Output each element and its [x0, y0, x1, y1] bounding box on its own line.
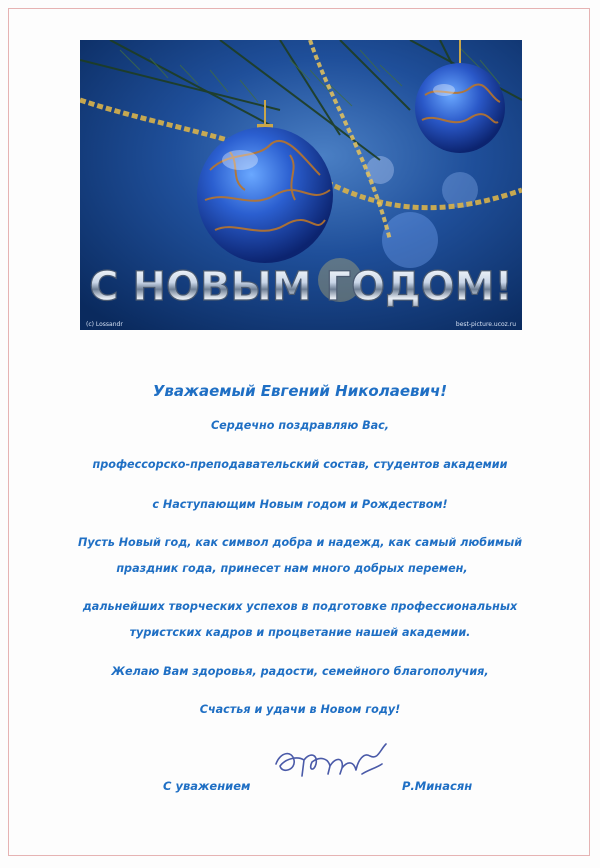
ornament-highlight: [222, 150, 258, 170]
closing-phrase: С уважением: [163, 779, 251, 793]
letter-line: туристских кадров и процветание нашей академии.: [129, 626, 471, 639]
letter-line: профессорско-преподавательский состав, студентов академии: [92, 458, 508, 471]
banner-credit-right: best-picture.ucoz.ru: [455, 321, 516, 328]
salutation: Уважаемый Евгений Николаевич!: [152, 382, 448, 400]
new-year-banner-image: [80, 40, 522, 330]
letter-line: Счастья и удачи в Новом году!: [199, 703, 401, 716]
letter-line: праздник года, принесет нам много добрых перемен,: [116, 562, 468, 575]
banner-credit-left: (c) Lossandr: [86, 321, 123, 328]
small-blue-ornament: [415, 63, 505, 153]
letter-line: Желаю Вам здоровья, радости, семейного благополучия,: [111, 665, 489, 678]
letter-line: Сердечно поздравляю Вас,: [210, 419, 390, 432]
letter-line: дальнейших творческих успехов в подготовке профессиональных: [82, 600, 518, 613]
bokeh-light: [382, 212, 438, 268]
handwritten-signature: [268, 730, 408, 790]
letter-line: Пусть Новый год, как символ добра и надежд, как самый любимый: [77, 536, 523, 549]
bokeh-light: [442, 172, 478, 208]
ornament-highlight: [433, 84, 455, 96]
banner-headline: С НОВЫМ ГОДОМ!: [89, 264, 513, 310]
letter-line: с Наступающим Новым годом и Рождеством!: [152, 498, 448, 511]
signer-name: Р.Минасян: [402, 779, 473, 793]
